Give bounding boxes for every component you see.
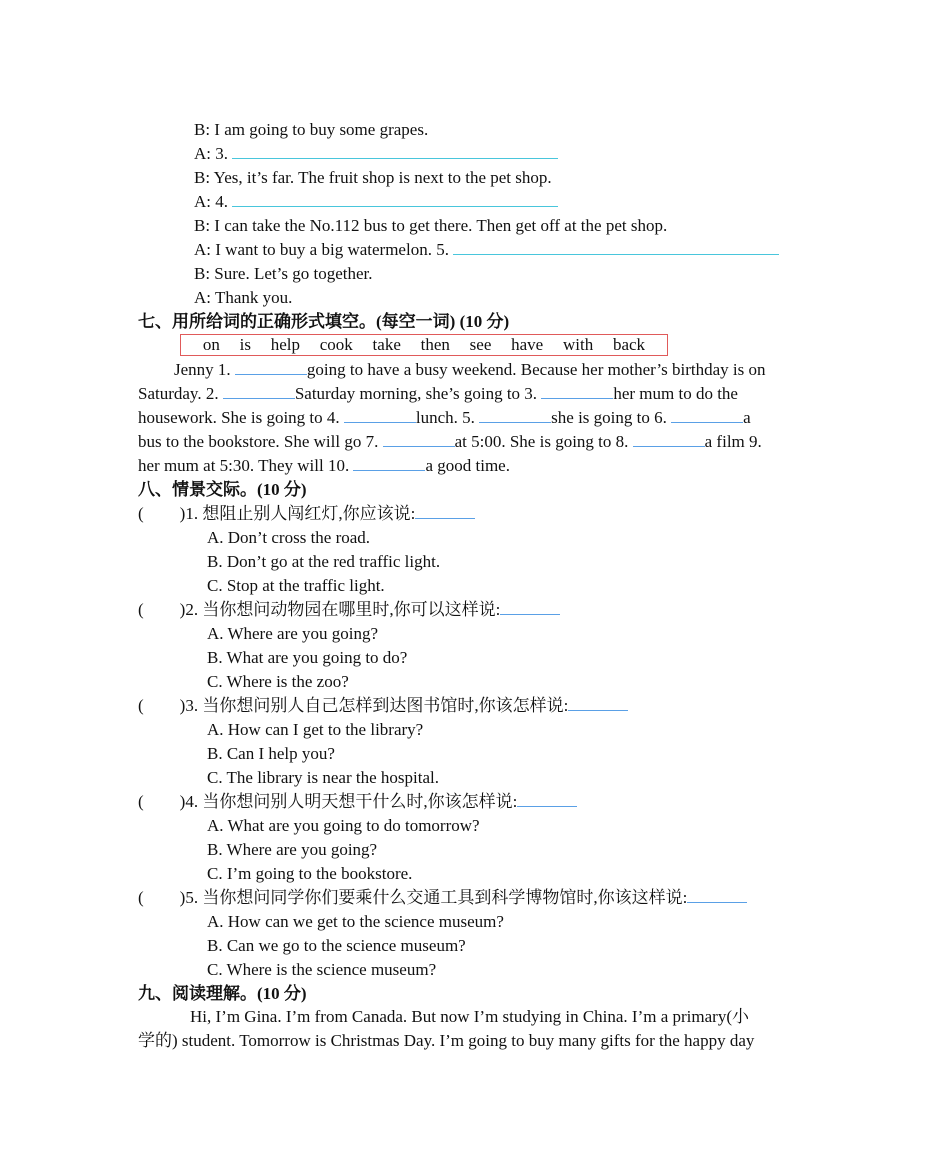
answer-blank-5[interactable] [453, 240, 779, 255]
fill-blank-8[interactable] [633, 431, 705, 447]
passage-text: Jenny 1. [174, 360, 235, 379]
option-c: C. Where is the zoo? [207, 672, 349, 691]
question-number: )1. [179, 504, 199, 523]
option-a: A. How can we get to the science museum? [207, 912, 504, 931]
dialogue-line-b1: B: I am going to buy some grapes. [194, 120, 429, 139]
option-a: A. Where are you going? [207, 624, 379, 643]
question-1 [138, 503, 475, 525]
dialogue-line-b2: B: Yes, it’s far. The fruit shop is next to the pet shop. [194, 168, 552, 187]
question-number: )4. [179, 792, 199, 811]
passage-text: a good time. [425, 456, 510, 475]
fill-blank-10[interactable] [353, 455, 425, 471]
question-blank [415, 503, 475, 519]
passage-text: she is going to 6. [551, 408, 672, 427]
passage-line-4 [138, 431, 762, 453]
fill-blank-4[interactable] [344, 407, 416, 423]
fill-blank-3[interactable] [541, 383, 613, 399]
word-bank-item: on [202, 335, 220, 354]
question-blank [687, 887, 747, 903]
question-number: )2. [179, 600, 199, 619]
passage-text: a [743, 408, 751, 427]
passage-text: her mum at 5:30. They will 10. [138, 456, 354, 475]
dialogue-label: A: I want to buy a big watermelon. 5. [194, 240, 449, 259]
reading-line-2: 学的) student. Tomorrow is Christmas Day. I’m going to buy many gifts for the happy day [138, 1031, 755, 1050]
option-b: B. What are you going to do? [207, 648, 408, 667]
fill-blank-2[interactable] [223, 383, 295, 399]
word-bank-item: take [372, 335, 401, 354]
dialogue-line-a6: A: Thank you. [194, 288, 293, 307]
question-3 [138, 695, 628, 717]
answer-paren-open: ( [138, 696, 144, 715]
word-bank-item: have [511, 335, 544, 354]
answer-paren-open: ( [138, 792, 144, 811]
word-bank-item: help [270, 335, 300, 354]
dialogue-line-a3 [194, 143, 558, 165]
word-bank-item: with [562, 335, 594, 354]
fill-blank-7[interactable] [383, 431, 455, 447]
answer-paren-open: ( [138, 888, 144, 907]
passage-line-1 [174, 359, 766, 381]
word-bank-item: back [612, 335, 646, 354]
question-2 [138, 599, 560, 621]
dialogue-line-a5 [194, 239, 779, 261]
dialogue-line-a4 [194, 191, 558, 213]
question-5 [138, 887, 747, 909]
answer-blank-3[interactable] [232, 144, 558, 159]
answer-blank-4[interactable] [232, 192, 558, 207]
question-blank [568, 695, 628, 711]
fill-blank-5[interactable] [479, 407, 551, 423]
option-c: C. The library is near the hospital. [207, 768, 439, 787]
question-number: )3. [179, 696, 199, 715]
question-blank [500, 599, 560, 615]
section8-title: 八、情景交际。(10 分) [138, 480, 307, 499]
passage-line-5 [138, 455, 510, 477]
passage-text: going to have a busy weekend. Because her mother’s birthday is on [306, 360, 766, 379]
option-a: A. How can I get to the library? [207, 720, 424, 739]
option-c: C. Where is the science museum? [207, 960, 437, 979]
section9-title: 九、阅读理解。(10 分) [138, 984, 307, 1003]
dialogue-label: A: 3. [194, 144, 228, 163]
option-c: C. I’m going to the bookstore. [207, 864, 413, 883]
option-b: B. Where are you going? [207, 840, 378, 859]
passage-text: housework. She is going to 4. [138, 408, 344, 427]
fill-blank-1[interactable] [235, 359, 307, 375]
passage-line-2 [138, 383, 738, 405]
word-bank-box [180, 334, 668, 356]
answer-paren-open: ( [138, 504, 144, 523]
section7-title: 七、用所给词的正确形式填空。(每空一词) (10 分) [138, 312, 510, 331]
word-bank-item: cook [319, 335, 353, 354]
question-prompt: 当你想问别人明天想干什么时,你该怎样说: [202, 792, 518, 811]
word-bank-item: then [420, 335, 450, 354]
passage-line-3 [138, 407, 751, 429]
dialogue-line-b4: B: Sure. Let’s go together. [194, 264, 373, 283]
dialogue-label: A: 4. [194, 192, 228, 211]
question-prompt: 想阻止别人闯红灯,你应该说: [202, 504, 416, 523]
question-4 [138, 791, 577, 813]
option-b: B. Can we go to the science museum? [207, 936, 466, 955]
question-prompt: 当你想问同学你们要乘什么交通工具到科学博物馆时,你该这样说: [202, 888, 688, 907]
passage-text: lunch. 5. [415, 408, 480, 427]
question-number: )5. [179, 888, 199, 907]
passage-text: a film 9. [704, 432, 762, 451]
option-b: B. Don’t go at the red traffic light. [207, 552, 441, 571]
question-prompt: 当你想问别人自己怎样到达图书馆时,你该怎样说: [202, 696, 569, 715]
passage-text: her mum to do the [613, 384, 738, 403]
question-prompt: 当你想问动物园在哪里时,你可以这样说: [202, 600, 501, 619]
option-b: B. Can I help you? [207, 744, 335, 763]
passage-text: bus to the bookstore. She will go 7. [138, 432, 383, 451]
option-a: A. Don’t cross the road. [207, 528, 371, 547]
dialogue-line-b3: B: I can take the No.112 bus to get there. Then get off at the pet shop. [194, 216, 668, 235]
option-c: C. Stop at the traffic light. [207, 576, 385, 595]
option-a: A. What are you going to do tomorrow? [207, 816, 480, 835]
passage-text: Saturday. 2. [138, 384, 223, 403]
question-blank [517, 791, 577, 807]
fill-blank-6[interactable] [671, 407, 743, 423]
reading-line-1: Hi, I’m Gina. I’m from Canada. But now I’m studying in China. I’m a primary(小 [190, 1007, 749, 1026]
word-bank-item: is [239, 335, 251, 354]
passage-text: at 5:00. She is going to 8. [454, 432, 633, 451]
word-bank-item: see [469, 335, 492, 354]
answer-paren-open: ( [138, 600, 144, 619]
passage-text: Saturday morning, she’s going to 3. [294, 384, 542, 403]
